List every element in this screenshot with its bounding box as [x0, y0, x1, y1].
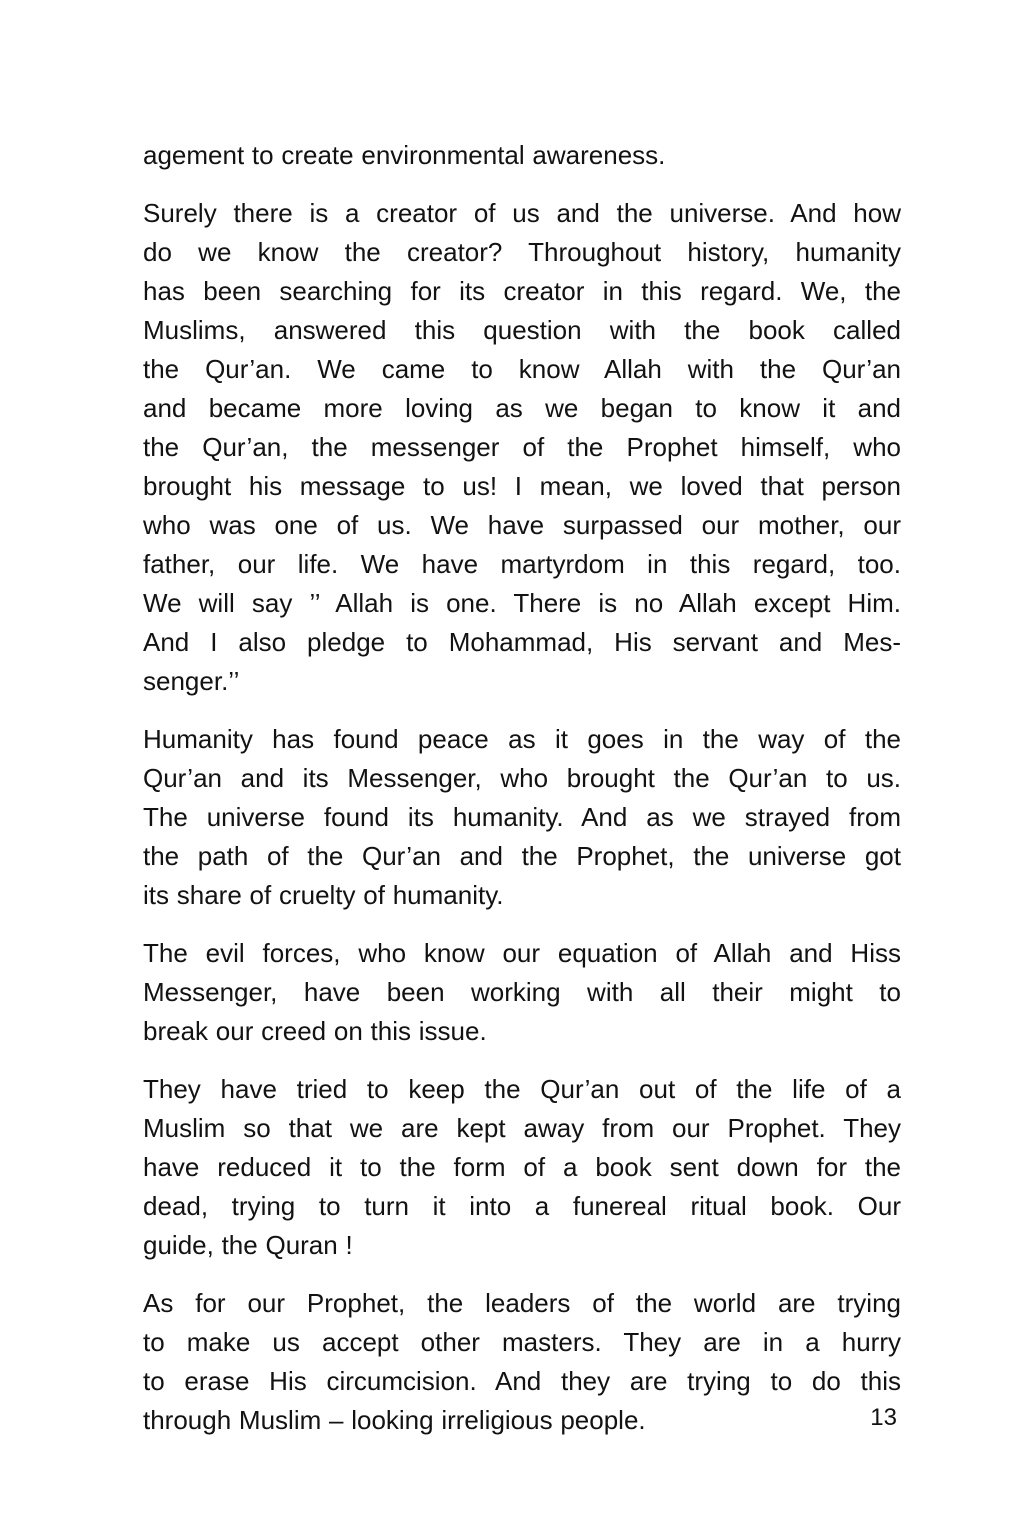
paragraph: [143, 136, 901, 175]
text-line: Messenger, have been working with all their might to: [143, 977, 901, 1007]
text-line: to erase His circumcision. And they are trying to do this: [143, 1366, 901, 1396]
paragraph: [143, 720, 901, 915]
text-line: break our creed on this issue.: [143, 1016, 487, 1046]
text-line: Qur’an and its Messenger, who brought the Qur’an to us.: [143, 763, 901, 793]
text-line: The universe found its humanity. And as we strayed from: [143, 802, 901, 832]
text-line: Humanity has found peace as it goes in the way of the: [143, 724, 901, 754]
text-line: do we know the creator? Throughout history, humanity: [143, 237, 901, 267]
text-line: They have tried to keep the Qur’an out of the life of a: [143, 1074, 901, 1104]
text-line: Surely there is a creator of us and the universe. And how: [143, 198, 901, 228]
text-line: senger.’’: [143, 666, 240, 696]
text-line: father, our life. We have martyrdom in this regard, too.: [143, 549, 901, 579]
text-line: brought his message to us! I mean, we loved that person: [143, 471, 901, 501]
page-number: 13: [870, 1404, 897, 1431]
text-line: the Qur’an. We came to know Allah with the Qur’an: [143, 354, 901, 384]
paragraph: [143, 1284, 901, 1440]
text-line: As for our Prophet, the leaders of the world are trying: [143, 1288, 901, 1318]
paragraph: [143, 1070, 901, 1265]
paragraph: [143, 194, 901, 701]
text-line: Muslims, answered this question with the book called: [143, 315, 901, 345]
text-line: have reduced it to the form of a book sent down for the: [143, 1152, 901, 1182]
text-line: dead, trying to turn it into a funereal ritual book. Our: [143, 1191, 901, 1221]
text-line: through Muslim – looking irreligious people.: [143, 1405, 646, 1435]
text-line: to make us accept other masters. They are in a hurry: [143, 1327, 901, 1357]
page-body: [143, 136, 901, 1459]
text-line: and became more loving as we began to know it and: [143, 393, 901, 423]
text-line: We will say ’’ Allah is one. There is no Allah except Him.: [143, 588, 901, 618]
text-line: the Qur’an, the messenger of the Prophet himself, who: [143, 432, 901, 462]
text-line: who was one of us. We have surpassed our mother, our: [143, 510, 901, 540]
text-line: The evil forces, who know our equation of Allah and Hiss: [143, 938, 901, 968]
text-line: agement to create environmental awareness.: [143, 140, 666, 170]
text-line: guide, the Quran !: [143, 1230, 353, 1260]
paragraph: [143, 934, 901, 1051]
text-line: the path of the Qur’an and the Prophet, the universe got: [143, 841, 901, 871]
text-line: has been searching for its creator in this regard. We, the: [143, 276, 901, 306]
text-line: And I also pledge to Mohammad, His servant and Mes-: [143, 627, 901, 657]
text-line: its share of cruelty of humanity.: [143, 880, 504, 910]
text-line: Muslim so that we are kept away from our Prophet. They: [143, 1113, 901, 1143]
